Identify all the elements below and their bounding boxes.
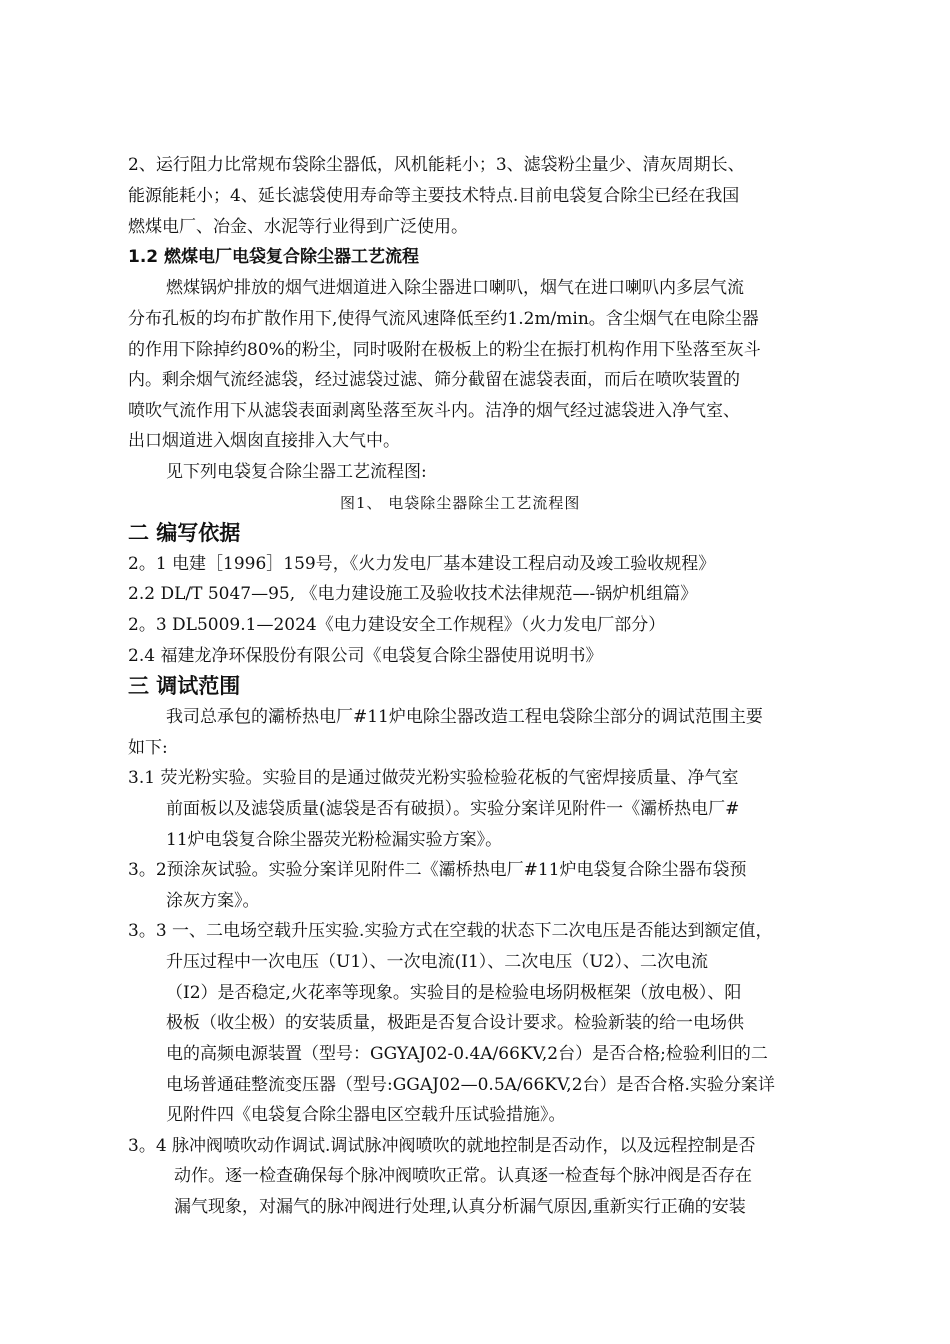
reference-item: 2.2 DL/T 5047—95, 《电力建设施工及验收技术法律规范—-锅炉机组篇》 (128, 584, 698, 604)
list-item-3-2: 3。2预涂灰试验。实验分案详见附件二《灞桥热电厂#11炉电袋复合除尘器布袋预 (128, 860, 747, 880)
paragraph-line: 见下列电袋复合除尘器工艺流程图: (166, 462, 427, 482)
paragraph-line: 如下: (128, 738, 168, 758)
list-item-continuation: 电场普通硅整流变压器（型号:GGAJ02—0.5A/66KV,2台）是否合格.实验分案详 (166, 1075, 775, 1095)
list-item-3-1: 3.1 荧光粉实验。实验目的是通过做荧光粉实验检验花板的气密焊接质量、净气室 (128, 768, 739, 788)
paragraph-line: 能源能耗小；4、延长滤袋使用寿命等主要技术特点.目前电袋复合除尘已经在我国 (128, 186, 740, 206)
list-item-continuation: 见附件四《电袋复合除尘器电区空载升压试验措施》。 (166, 1105, 566, 1125)
paragraph-line: 的作用下除掉约80%的粉尘，同时吸附在极板上的粉尘在振打机构作用下坠落至灰斗 (128, 340, 761, 360)
list-item-continuation: 升压过程中一次电压（U1）、一次电流(I1）、二次电压（U2）、二次电流 (166, 952, 708, 972)
reference-item: 2。3 DL5009.1—2024《电力建设安全工作规程》（火力发电厂部分） (128, 615, 666, 635)
list-item-continuation: 前面板以及滤袋质量(滤袋是否有破损）。实验分案详见附件一《灞桥热电厂# (166, 799, 740, 819)
paragraph-line: 我司总承包的灞桥热电厂#11炉电除尘器改造工程电袋除尘部分的调试范围主要 (166, 707, 763, 727)
paragraph-line: 燃煤电厂、冶金、水泥等行业得到广泛使用。 (128, 217, 468, 237)
chapter-heading-2: 二 编写依据 (128, 521, 241, 545)
list-item-3-3: 3。3 一、二电场空载升压实验.实验方式在空载的状态下二次电压是否能达到额定值， (128, 921, 773, 941)
list-item-continuation: （I2）是否稳定,火花率等现象。实验目的是检验电场阴极框架（放电极）、阳 (166, 983, 742, 1003)
paragraph-line: 2、运行阻力比常规布袋除尘器低，风机能耗小；3、滤袋粉尘量少、清灰周期长、 (128, 155, 745, 175)
paragraph-line: 燃煤锅炉排放的烟气进烟道进入除尘器进口喇叭，烟气在进口喇叭内多层气流 (166, 278, 744, 298)
paragraph-line: 内。剩余烟气流经滤袋，经过滤袋过滤、筛分截留在滤袋表面，而后在喷吹装置的 (128, 370, 740, 390)
chapter-heading-3: 三 调试范围 (128, 674, 241, 698)
list-item-continuation: 11炉电袋复合除尘器荧光粉检漏实验方案》。 (166, 830, 503, 850)
list-item-3-4: 3。4 脉冲阀喷吹动作调试.调试脉冲阀喷吹的就地控制是否动作，以及远程控制是否 (128, 1136, 756, 1156)
reference-item: 2。1 电建［1996］159号，《火力发电厂基本建设工程启动及竣工验收规程》 (128, 554, 716, 574)
section-heading-1-2: 1.2 燃煤电厂电袋复合除尘器工艺流程 (128, 247, 420, 267)
list-item-continuation: 漏气现象，对漏气的脉冲阀进行处理,认真分析漏气原因,重新实行正确的安装 (174, 1197, 746, 1217)
paragraph-line: 出口烟道进入烟囱直接排入大气中。 (128, 431, 400, 451)
list-item-continuation: 动作。逐一检查确保每个脉冲阀喷吹正常。认真逐一检查每个脉冲阀是否存在 (174, 1166, 752, 1186)
list-item-continuation: 涂灰方案》。 (166, 891, 260, 911)
list-item-continuation: 电的高频电源装置（型号：GGYAJ02-0.4A/66KV,2台）是否合格;检验利旧的二 (166, 1044, 768, 1064)
reference-item: 2.4 福建龙净环保股份有限公司《电袋复合除尘器使用说明书》 (128, 646, 603, 666)
paragraph-line: 喷吹气流作用下从滤袋表面剥离坠落至灰斗内。洁净的烟气经过滤袋进入净气室、 (128, 401, 740, 421)
paragraph-line: 分布孔板的均布扩散作用下,使得气流风速降低至约1.2m/min。含尘烟气在电除尘器 (128, 309, 759, 329)
list-item-continuation: 极板（收尘极）的安装质量，极距是否复合设计要求。检验新装的给一电场供 (166, 1013, 744, 1033)
figure-caption: 图1、 电袋除尘器除尘工艺流程图 (340, 494, 581, 512)
